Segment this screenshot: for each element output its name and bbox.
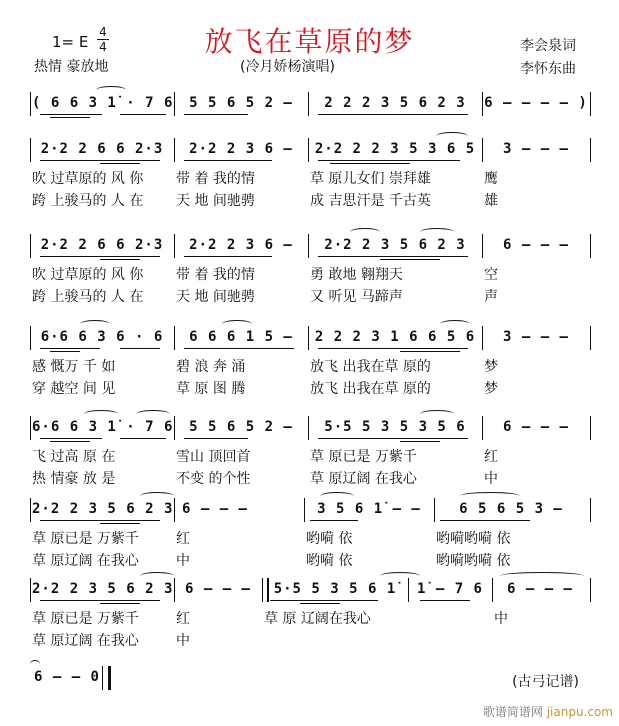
barline: [30, 138, 31, 162]
barline: [308, 92, 309, 116]
measure: 5 5 6 5 2 –: [189, 419, 293, 435]
beam-underline-double: [50, 351, 80, 352]
tie-arc: [222, 320, 252, 328]
measure: 2 2 2 3 1 6 6 5 6: [314, 329, 476, 345]
watermark: [483, 703, 613, 720]
tie-arc: [30, 660, 40, 668]
tie-arc: [500, 572, 584, 580]
repeat-barline: [262, 578, 269, 602]
measure: 6 6 6 1 5 –: [189, 329, 293, 345]
meter-bottom: 4: [99, 40, 107, 54]
lyric-segment: 勇 敢地 翱翔天: [310, 267, 403, 283]
measure: 6·6 6 3 6 · 6: [40, 329, 164, 345]
lyric-segment: 草 原已是 万紫千: [310, 449, 417, 465]
beam-underline: [318, 256, 468, 257]
lyric-segment: 声: [484, 289, 498, 305]
beam-underline: [120, 348, 160, 349]
beam-underline-double: [380, 259, 440, 260]
lyric-segment: 带 着 我的情: [176, 267, 255, 283]
lyric-segment: 跨 上骏马的 人 在: [32, 193, 144, 209]
tie-arc: [350, 228, 380, 236]
barline: [408, 578, 409, 602]
tie-arc: [80, 320, 110, 328]
beam-underline: [184, 256, 272, 257]
measure: 2·2 2 6 6 2·3: [40, 141, 164, 157]
beam-underline: [270, 600, 378, 601]
barline: [30, 578, 31, 602]
lyric-segment: 红: [484, 449, 498, 465]
tie-arc: [420, 228, 454, 236]
measure: 2·2 2 3 5 6 2 3: [32, 581, 174, 597]
barline: [482, 138, 483, 162]
beam-underline-double: [330, 163, 410, 164]
lyric-segment: 穿 越空 间 见: [32, 381, 116, 397]
barline: [174, 498, 175, 522]
measure: 2·2 2 3 5 6 2 3: [324, 237, 466, 253]
lyric-segment: 草 原 图 腾: [176, 381, 246, 397]
beam-underline: [440, 520, 530, 521]
beam-underline-double: [400, 351, 460, 352]
lyric-segment: 哟嗬 依: [306, 531, 353, 547]
barline: [434, 498, 435, 522]
lyric-segment: 放飞 出我在草 原的: [310, 381, 431, 397]
watermark-text: 歌谱简谱网: [482, 705, 543, 719]
lyric-segment: 红: [176, 611, 190, 627]
beam-underline: [318, 114, 468, 115]
lyric-segment: 哟嗬哟嗬 依: [436, 553, 511, 569]
measure: ( 6 6 3 1̇ · 7 6: [32, 95, 174, 111]
lyric-segment: 跨 上骏马的 人 在: [32, 289, 144, 305]
measure: 6·6 6 3 1̇ · 7 6: [32, 419, 174, 435]
beam-underline: [184, 438, 248, 439]
notation-row: [0, 498, 619, 522]
lyric-segment: 中: [484, 471, 498, 487]
barline: [304, 498, 305, 522]
barline: [174, 578, 175, 602]
final-barline: [102, 666, 111, 690]
barline: [174, 92, 175, 116]
lyric-segment: 草 原儿女们 崇拜雄: [310, 171, 431, 187]
barline: [30, 326, 31, 350]
beam-underline: [318, 438, 468, 439]
lyric-segment: 草 原辽阔 在我心: [32, 633, 139, 649]
lyric-segment: 放飞 出我在草 原的: [310, 359, 431, 375]
lyric-segment: 雪山 顶回首: [176, 449, 251, 465]
measure: 5·5 5 3 5 3 5 6: [324, 419, 466, 435]
measure: 3 5 6 1̇ – –: [317, 501, 421, 517]
beam-underline: [40, 520, 160, 521]
barline: [482, 92, 483, 116]
song-title: 放飞在草原的梦: [204, 25, 415, 58]
beam-underline: [418, 160, 460, 161]
barline: [30, 234, 31, 258]
measure: 3 – – –: [502, 329, 569, 345]
beam-underline: [318, 348, 468, 349]
performance-style: 热情 豪放地: [34, 59, 109, 75]
composer-credit: 李怀东曲: [520, 61, 576, 77]
lyric-segment: 不变 的个性: [176, 471, 251, 487]
notation-row: [0, 234, 619, 258]
lyric-segment: 草 原辽阔 在我心: [310, 471, 417, 487]
beam-underline-double: [100, 163, 140, 164]
beam-underline-double: [300, 603, 340, 604]
barline: [308, 234, 309, 258]
measure: 6 – – –: [502, 419, 569, 435]
lyric-segment: 草 原已是 万紫千: [32, 531, 139, 547]
lyric-segment: 中: [176, 553, 190, 569]
beam-underline: [184, 348, 294, 349]
lyric-segment: 鹰: [484, 171, 498, 187]
measure: 6 – – –: [181, 501, 248, 517]
measure: 2·2 2 6 6 2·3: [40, 237, 164, 253]
lyric-segment: 空: [484, 267, 498, 283]
tie-arc: [84, 410, 118, 418]
time-signature: [97, 26, 109, 53]
notation-row: [0, 578, 619, 602]
tie-arc: [96, 86, 126, 94]
transcriber-credit: (古弓记谱): [512, 674, 579, 690]
lyric-segment: 中: [176, 633, 190, 649]
lyric-segment: 碧 浪 奔 涌: [176, 359, 246, 375]
lyric-segment: 吹 过草原的 风 你: [32, 267, 144, 283]
barline: [30, 92, 31, 116]
tie-arc: [436, 132, 468, 140]
beam-underline: [40, 348, 100, 349]
lyric-segment: 哟嗬哟嗬 依: [436, 531, 511, 547]
key-signature: 1= E: [52, 33, 89, 51]
beam-underline: [184, 114, 248, 115]
barline: [590, 92, 591, 116]
barline: [590, 326, 591, 350]
lyric-segment: 梦: [484, 381, 498, 397]
beam-underline: [40, 600, 160, 601]
barline: [482, 234, 483, 258]
barline: [308, 138, 309, 162]
notation-row: [0, 92, 619, 116]
measure: 6 – – –: [184, 581, 251, 597]
lyric-segment: 中: [494, 611, 508, 627]
barline: [174, 234, 175, 258]
lyric-segment: 哟嗬 依: [306, 553, 353, 569]
measure: 6 – – 0: [33, 669, 100, 685]
notation-row: [0, 416, 619, 440]
beam-underline: [420, 600, 470, 601]
beam-underline: [310, 520, 358, 521]
lyric-segment: 草 原 辽阔在我心: [264, 611, 371, 627]
lyric-segment: 梦: [484, 359, 498, 375]
barline: [308, 326, 309, 350]
beam-underline-double: [100, 259, 140, 260]
beam-underline-double: [50, 117, 90, 118]
tie-arc: [136, 410, 170, 418]
measure: 2·2 2 3 5 6 2 3: [32, 501, 174, 517]
beam-underline: [120, 114, 166, 115]
lyric-segment: 成 吉思汗是 千古英: [310, 193, 431, 209]
barline: [482, 326, 483, 350]
beam-underline-double: [100, 523, 140, 524]
barline: [30, 498, 31, 522]
lyric-segment: 红: [176, 531, 190, 547]
tie-arc: [380, 572, 420, 580]
tie-arc: [440, 320, 470, 328]
watermark-site: jianpu.com: [546, 705, 613, 719]
barline: [174, 326, 175, 350]
beam-underline-double: [400, 441, 440, 442]
barline: [590, 234, 591, 258]
lyric-segment: 带 着 我的情: [176, 171, 255, 187]
lyric-segment: 吹 过草原的 风 你: [32, 171, 144, 187]
measure: 2·2 2 2 3 5 3 6 5: [314, 141, 476, 157]
notation-row: [0, 326, 619, 350]
beam-underline: [40, 160, 160, 161]
lyric-segment: 草 原已是 万紫千: [32, 611, 139, 627]
lyric-segment: 又 听见 马蹄声: [310, 289, 403, 305]
barline: [492, 578, 493, 602]
barline: [482, 416, 483, 440]
beam-underline: [40, 114, 102, 115]
beam-underline-double: [50, 441, 90, 442]
beam-underline: [40, 256, 160, 257]
lyric-segment: 飞 过高 原 在: [32, 449, 116, 465]
tie-arc: [320, 492, 354, 500]
notation-row: [0, 138, 619, 162]
barline: [308, 416, 309, 440]
lyric-segment: 感 慨万 千 如: [32, 359, 116, 375]
measure: 6 – – – – ): [484, 95, 588, 111]
barline: [590, 138, 591, 162]
barline: [590, 498, 591, 522]
tie-arc: [140, 572, 174, 580]
meter-top: 4: [99, 25, 107, 39]
measure: 3 – – –: [502, 141, 569, 157]
singer-credit: (冷月娇杨演唱): [240, 59, 335, 75]
lyric-segment: 天 地 间驰骋: [176, 193, 255, 209]
measure: 2·2 2 3 6 –: [189, 141, 293, 157]
lyric-segment: 热 情豪 放 是: [32, 471, 116, 487]
lyric-segment: 草 原辽阔 在我心: [32, 553, 139, 569]
measure: 2·2 2 3 6 –: [189, 237, 293, 253]
beam-underline-double: [100, 603, 140, 604]
measure: 5·5 5 3 5 6 1̇: [273, 581, 397, 597]
measure: 6 5 6 5 3 –: [459, 501, 563, 517]
measure: 5 5 6 5 2 –: [189, 95, 293, 111]
barline: [590, 416, 591, 440]
measure: 6 – – –: [506, 581, 573, 597]
measure: 1̇ – 7 6: [416, 581, 483, 597]
barline: [30, 416, 31, 440]
tie-arc: [140, 492, 174, 500]
lyricist-credit: 李会泉词: [520, 38, 576, 54]
beam-underline: [40, 438, 102, 439]
barline: [174, 138, 175, 162]
measure: 2 2 2 3 5 6 2 3: [324, 95, 466, 111]
beam-underline: [184, 160, 272, 161]
barline: [174, 416, 175, 440]
tie-arc: [420, 410, 454, 418]
barline: [590, 578, 591, 602]
measure: 6 – – –: [502, 237, 569, 253]
beam-underline: [120, 438, 166, 439]
lyric-segment: 雄: [484, 193, 498, 209]
lyric-segment: 天 地 间驰骋: [176, 289, 255, 305]
tie-arc: [460, 492, 520, 500]
